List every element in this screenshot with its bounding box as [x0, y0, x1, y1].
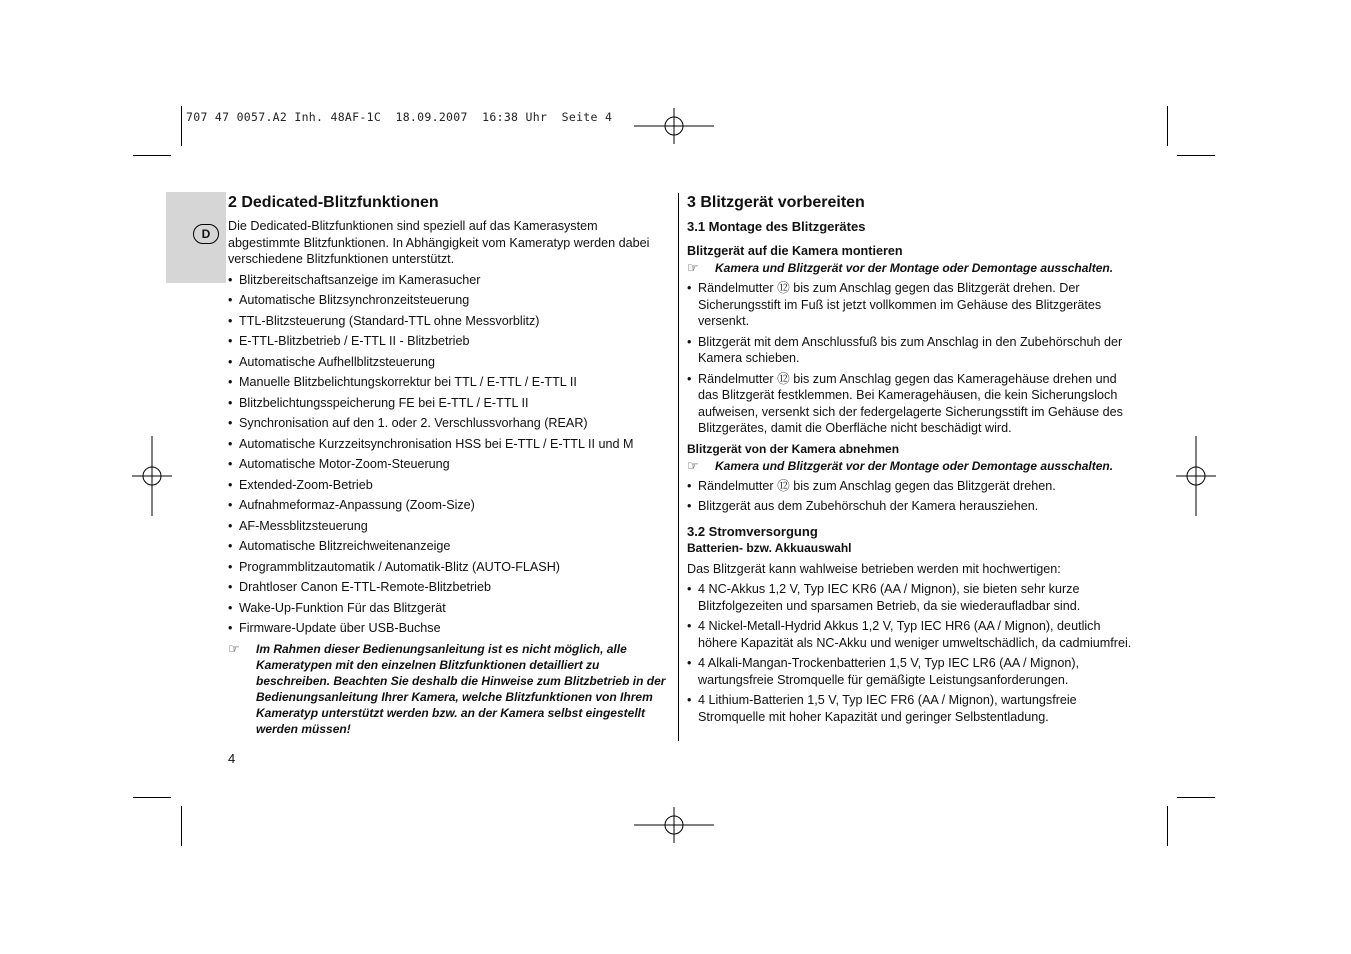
- heading-mount-flash: Blitzgerät auf die Kamera montieren: [687, 244, 903, 258]
- list-item: • Automatische Kurzzeitsynchronisation HSS bei E-TTL / E-TTL II und M: [228, 436, 670, 453]
- crop-mark-top-left-v: [181, 106, 182, 146]
- list-item: • Drahtloser Canon E-TTL-Remote-Blitzbetrieb: [228, 579, 670, 596]
- crop-mark-bottom-right-h: [1177, 797, 1215, 798]
- list-item: • 4 Nickel-Metall-Hydrid Akkus 1,2 V, Typ IEC HR6 (AA / Mignon), deutlich höhere Kapazität als NC-Akku und weniger umweltschädlich, da cadmiumfrei.: [687, 618, 1132, 651]
- list-item: • Wake-Up-Funktion Für das Blitzgerät: [228, 600, 670, 617]
- list-item: • AF-Messblitzsteuerung: [228, 518, 670, 535]
- remove-note: [687, 458, 1132, 474]
- page-number: 4: [228, 751, 236, 766]
- note-text: Kamera und Blitzgerät vor der Montage oder Demontage ausschalten.: [715, 261, 1114, 275]
- column-divider: [678, 193, 679, 741]
- crop-mark-bottom-right-v: [1167, 806, 1168, 846]
- registration-mark-bottom: [634, 785, 714, 865]
- intro-paragraph: Die Dedicated-Blitzfunktionen sind speziell auf das Kamerasystem abgestimmte Blitzfunktionen. In Abhängigkeit vom Kameratyp werden dabei verschiedene Blitzfunktionen unterstützt.: [228, 219, 650, 266]
- list-item: • 4 Alkali-Mangan-Trockenbatterien 1,5 V, Typ IEC LR6 (AA / Mignon), wartungsfreie Stromquelle für gemäßigte Leistungsanforderungen.: [687, 655, 1132, 688]
- pointing-hand-icon: ☞: [228, 640, 240, 656]
- registration-mark-right: [1156, 436, 1236, 516]
- list-item: • Rändelmutter ⑫ bis zum Anschlag gegen das Kameragehäuse drehen und das Blitzgerät festklemmen. Bei Kameragehäusen, die kein Sicherungsloch aufweisen, versenkt sich der federgelagerte Sicherungsstift im Gehäuse des Blitzgerätes, damit die Oberfläche nicht beschädigt wird.: [687, 371, 1132, 437]
- battery-list: [687, 581, 1132, 725]
- function-list: [228, 272, 670, 637]
- list-item: • Automatische Blitzsynchronzeitsteuerung: [228, 292, 670, 309]
- mount-note: [687, 260, 1132, 276]
- subsection-title-mounting: 3.1 Montage des Blitzgerätes: [687, 219, 866, 234]
- note-text: Kamera und Blitzgerät vor der Montage oder Demontage ausschalten.: [715, 458, 1114, 473]
- crop-mark-bottom-left-v: [181, 806, 182, 846]
- list-item: • E-TTL-Blitzbetrieb / E-TTL II - Blitzbetrieb: [228, 333, 670, 350]
- print-slug: 707 47 0057.A2 Inh. 48AF-1C 18.09.2007 16:38 Uhr Seite 4: [186, 110, 613, 124]
- left-column: [228, 193, 670, 737]
- registration-mark-top: [634, 86, 714, 166]
- list-item: • Programmblitzautomatik / Automatik-Blitz (AUTO-FLASH): [228, 559, 670, 576]
- pointing-hand-icon: ☞: [687, 457, 699, 473]
- section-title-dedicated-functions: 2 Dedicated-Blitzfunktionen: [228, 194, 439, 211]
- remove-steps: [687, 478, 1132, 515]
- crop-mark-top-right-v: [1167, 106, 1168, 146]
- subsection-title-power: 3.2 Stromversorgung: [687, 523, 818, 539]
- crop-mark-top-right-h: [1177, 155, 1215, 156]
- pointing-hand-icon: ☞: [687, 260, 699, 275]
- note-text: Im Rahmen dieser Bedienungsanleitung ist es nicht möglich, alle Kameratypen mit den einzelnen Blitzfunktionen detailliert zu beschreiben. Beachten Sie deshalb die Hinweise zum Blitzbetrieb in der Bedienungsanleitung Ihrer Kamera, welche Blitzfunktionen von Ihrem Kameratyp unterstützt werden bzw. an der Kamera selbst eingestellt werden müssen!: [256, 641, 666, 736]
- list-item: • 4 Lithium-Batterien 1,5 V, Typ IEC FR6 (AA / Mignon), wartungsfreie Stromquelle mit hoher Kapazität und geringer Selbstentladung.: [687, 692, 1132, 725]
- list-item: • Blitzbereitschaftsanzeige im Kamerasucher: [228, 272, 670, 289]
- list-item: • Rändelmutter ⑫ bis zum Anschlag gegen das Blitzgerät drehen. Der Sicherungsstift im Fuß ist jetzt vollkommen im Gehäuse des Blitzgerätes versenkt.: [687, 280, 1132, 330]
- battery-intro: Das Blitzgerät kann wahlweise betrieben werden mit hochwertigen:: [687, 561, 1061, 576]
- language-badge: D: [193, 224, 219, 244]
- list-item: • Manuelle Blitzbelichtungskorrektur bei TTL / E-TTL / E-TTL II: [228, 374, 670, 391]
- heading-remove-flash: Blitzgerät von der Kamera abnehmen: [687, 441, 900, 456]
- list-item: • Blitzbelichtungsspeicherung FE bei E-TTL / E-TTL II: [228, 395, 670, 412]
- note-block: [228, 641, 670, 737]
- registration-mark-left: [112, 436, 192, 516]
- list-item: • TTL-Blitzsteuerung (Standard-TTL ohne Messvorblitz): [228, 313, 670, 330]
- crop-mark-bottom-left-h: [133, 797, 171, 798]
- list-item: • Extended-Zoom-Betrieb: [228, 477, 670, 494]
- mount-steps: [687, 280, 1132, 437]
- list-item: • Aufnahmeformaz-Anpassung (Zoom-Size): [228, 497, 670, 514]
- section-title-prepare-flash: 3 Blitzgerät vorbereiten: [687, 194, 865, 211]
- list-item: • Firmware-Update über USB-Buchse: [228, 620, 670, 637]
- list-item: • Blitzgerät mit dem Anschlussfuß bis zum Anschlag in den Zubehörschuh der Kamera schieben.: [687, 334, 1132, 367]
- list-item: • Automatische Motor-Zoom-Steuerung: [228, 456, 670, 473]
- list-item: • Automatische Aufhellblitzsteuerung: [228, 354, 670, 371]
- list-item: • Automatische Blitzreichweitenanzeige: [228, 538, 670, 555]
- crop-mark-top-left-h: [133, 155, 171, 156]
- heading-battery-choice: Batterien- bzw. Akkuauswahl: [687, 540, 852, 555]
- right-column: [687, 193, 1132, 729]
- list-item: • 4 NC-Akkus 1,2 V, Typ IEC KR6 (AA / Mignon), sie bieten sehr kurze Blitzfolgezeiten und sparsamen Betrieb, da sie wiederaufladbar sind.: [687, 581, 1132, 614]
- list-item: • Rändelmutter ⑫ bis zum Anschlag gegen das Blitzgerät drehen.: [687, 478, 1132, 495]
- list-item: • Blitzgerät aus dem Zubehörschuh der Kamera herausziehen.: [687, 498, 1132, 515]
- list-item: • Synchronisation auf den 1. oder 2. Verschlussvorhang (REAR): [228, 415, 670, 432]
